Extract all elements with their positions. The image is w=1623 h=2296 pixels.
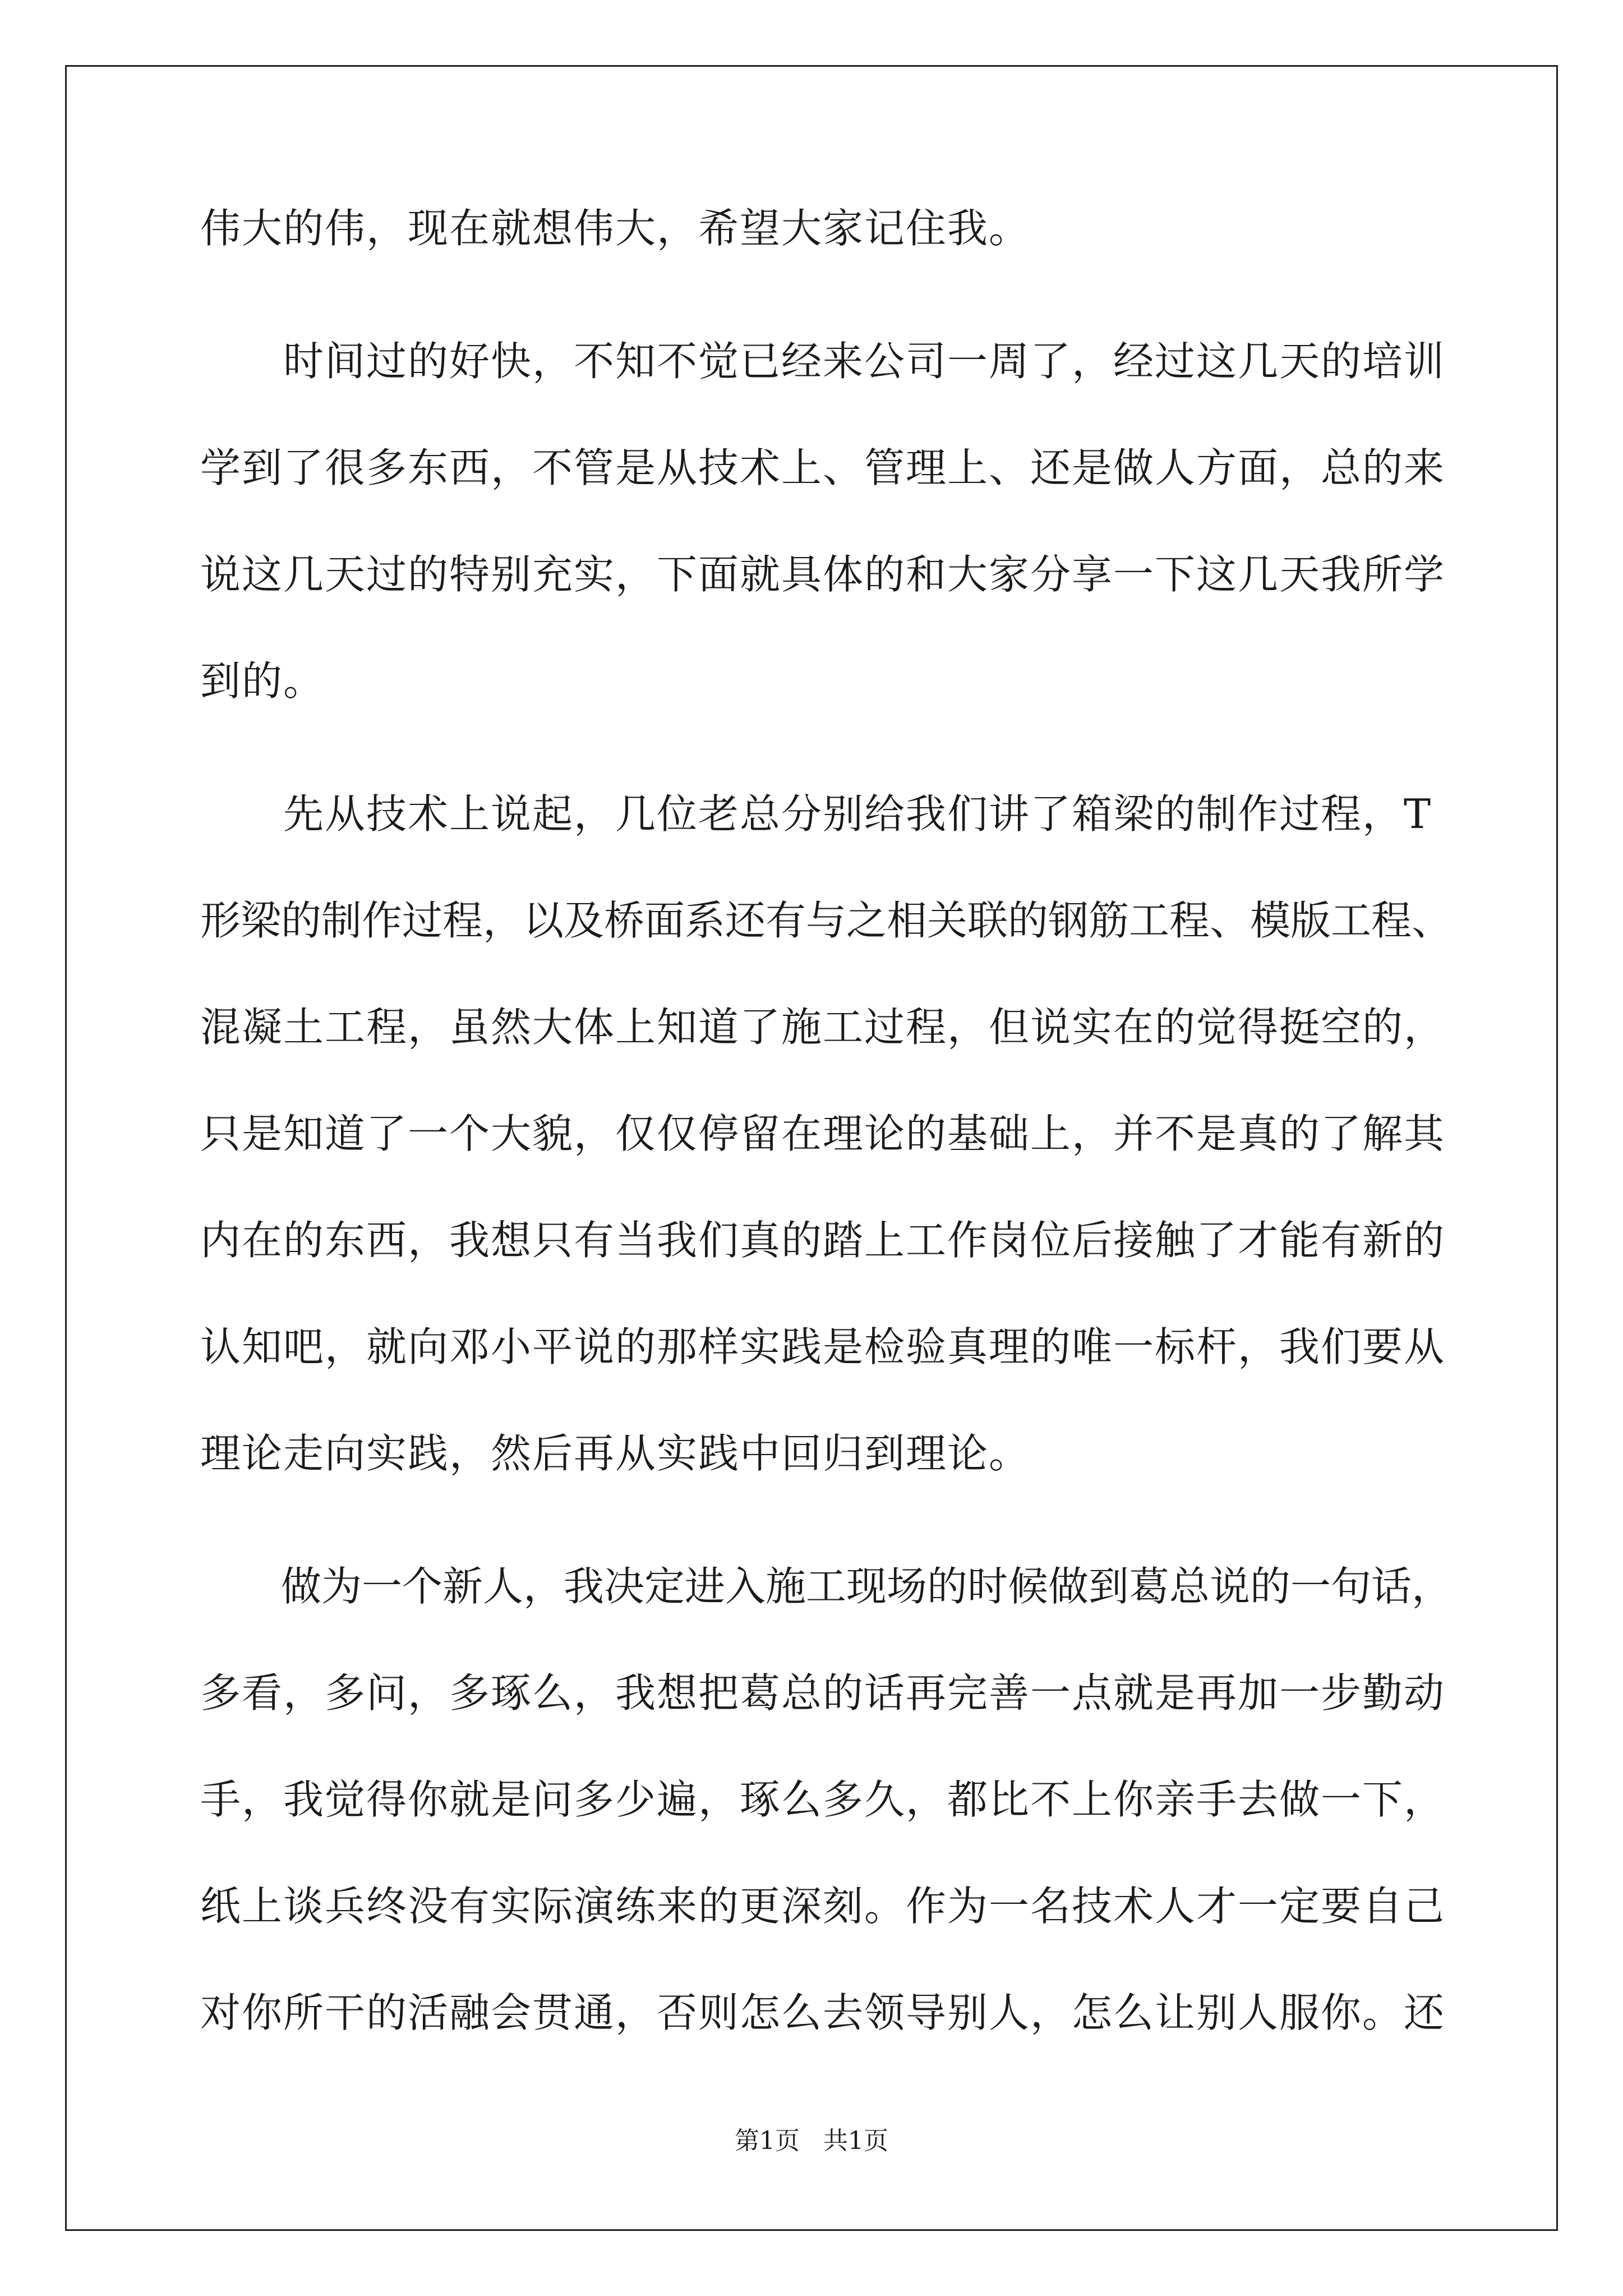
text-line: 到的。 — [200, 657, 325, 705]
text-line: 做为一个新人，我决定进入施工现场的时候做到葛总说的一句话， — [200, 1563, 1453, 1610]
text-line: 理论走向实践，然后再从实践中回归到理论。 — [200, 1430, 1031, 1477]
page-footer: 第1页 共1页 — [735, 2127, 888, 2155]
text-line: 混凝土工程，虽然大体上知道了施工过程，但说实在的觉得挺空的， — [200, 1004, 1446, 1051]
text-line: 纸上谈兵终没有实际演练来的更深刻。作为一名技术人才一定要自己 — [200, 1883, 1446, 1930]
text-line: 时间过的好快，不知不觉已经来公司一周了，经过这几天的培训 — [200, 338, 1446, 385]
text-line: 学到了很多东西，不管是从技术上、管理上、还是做人方面，总的来 — [200, 444, 1446, 491]
text-line: 手，我觉得你就是问多少遍，琢么多久，都比不上你亲手去做一下， — [200, 1776, 1446, 1823]
text-line: 认知吧，就向邓小平说的那样实践是检验真理的唯一标杆，我们要从 — [200, 1323, 1446, 1370]
text-line: 内在的东西，我想只有当我们真的踏上工作岗位后接触了才能有新的 — [200, 1217, 1446, 1264]
text-line: 多看，多问，多琢么，我想把葛总的话再完善一点就是再加一步勤动 — [200, 1669, 1446, 1717]
text-line: 对你所干的活融会贯通，否则怎么去领导别人，怎么让别人服你。还 — [200, 1989, 1446, 2036]
text-line: 只是知道了一个大貌，仅仅停留在理论的基础上，并不是真的了解其 — [200, 1110, 1446, 1157]
text-line: 先从技术上说起，几位老总分别给我们讲了箱梁的制作过程，T — [200, 790, 1432, 838]
text-line: 伟大的伟，现在就想伟大，希望大家记住我。 — [200, 205, 1031, 252]
text-line: 说这几天过的特别充实，下面就具体的和大家分享一下这几天我所学 — [200, 551, 1446, 598]
text-line: 形梁的制作过程，以及桥面系还有与之相关联的钢筋工程、模版工程、 — [200, 897, 1453, 944]
